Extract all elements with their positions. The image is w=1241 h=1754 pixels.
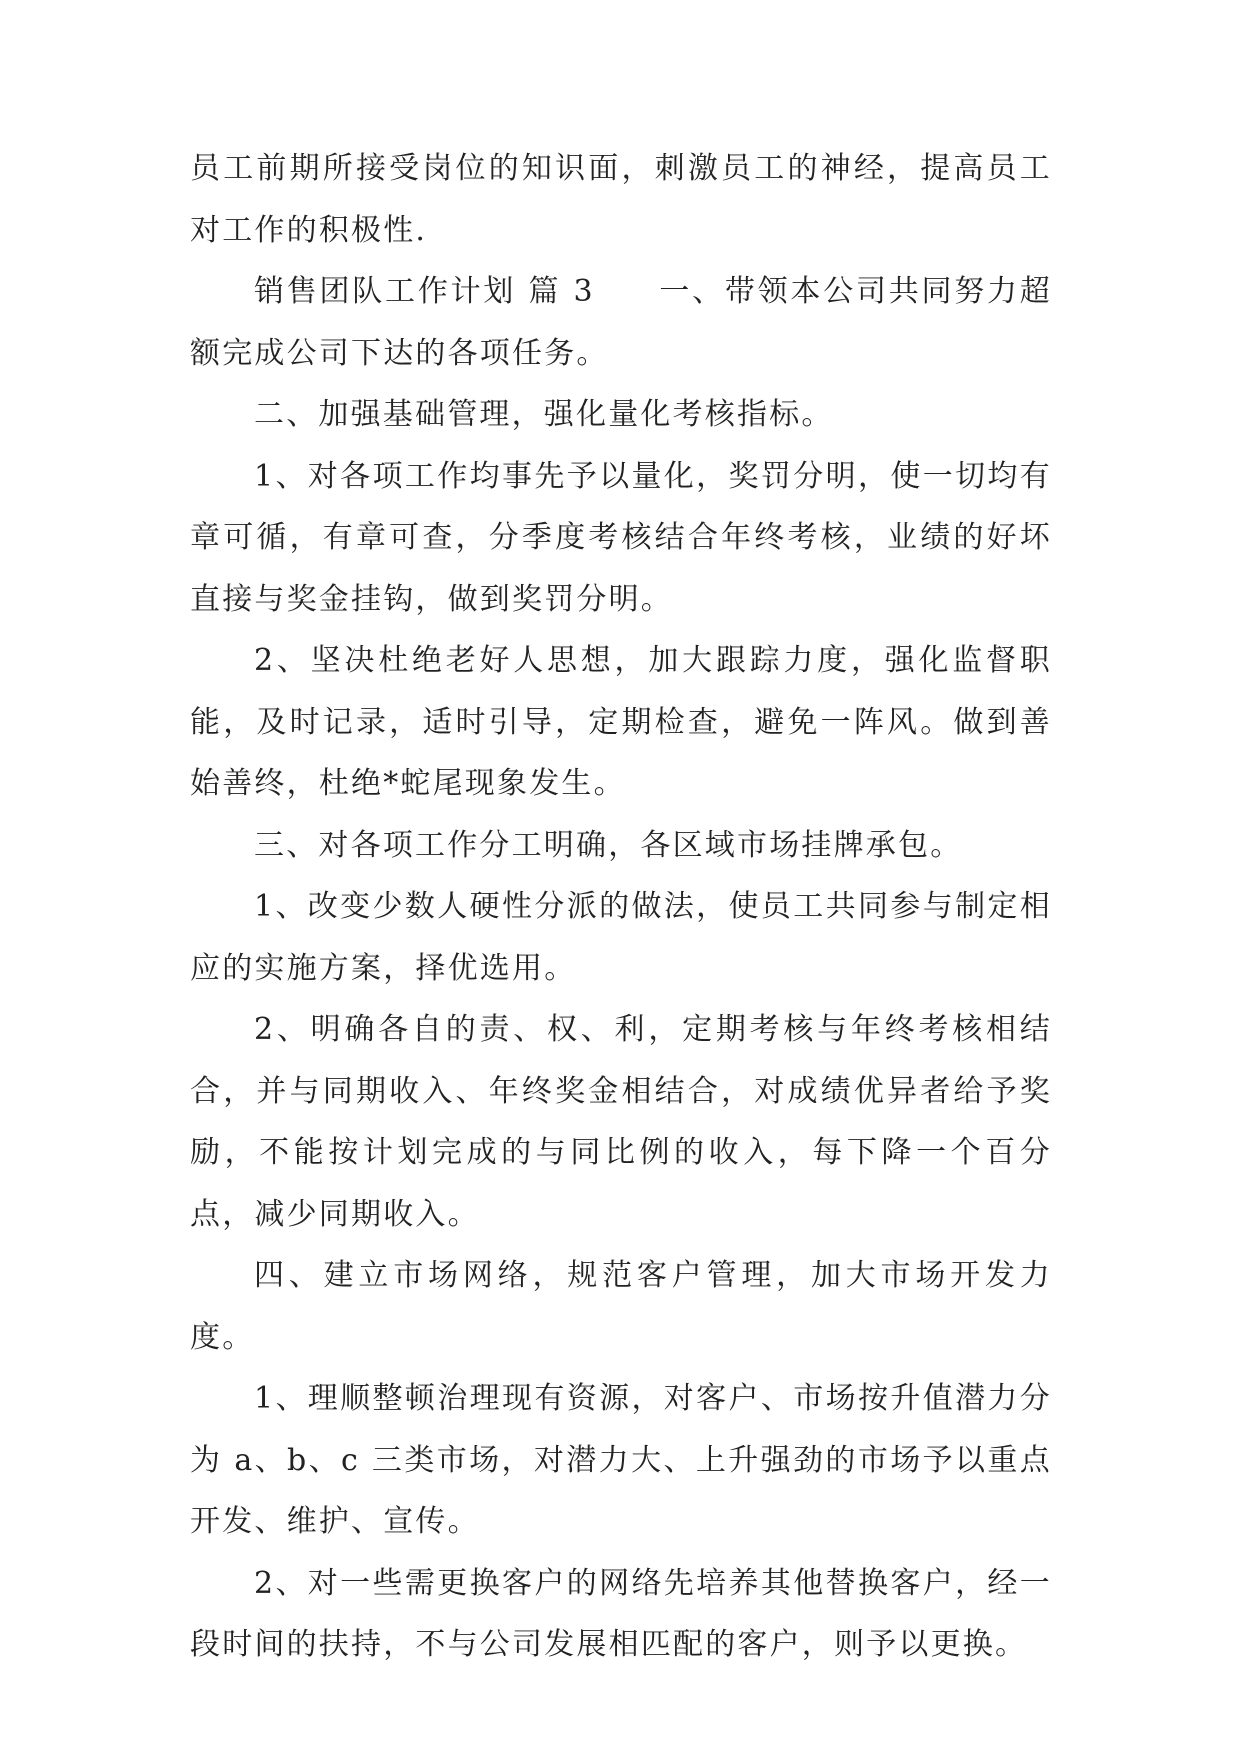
paragraph-item-3-2: 2、明确各自的责、权、利，定期考核与年终考核相结合，并与同期收入、年终奖金相结合，对成绩优异者给予奖励，不能按计划完成的与同比例的收入，每下降一个百分点，减少同期收入。 xyxy=(190,1012,1052,1232)
section-title: 销售团队工作计划 xyxy=(254,274,517,309)
paragraph-item-4-1: 1、理顺整顿治理现有资源，对客户、市场按升值潜力分为 a、b、c 三类市场，对潜力大、上升强劲的市场予以重点开发、维护、宣传。 xyxy=(190,1381,1052,1539)
section-number: 篇 3 xyxy=(528,274,595,309)
paragraph-intro: 员工前期所接受岗位的知识面，刺激员工的神经，提高员工对工作的积极性. xyxy=(190,151,1052,248)
paragraph-item-2: 二、加强基础管理，强化量化考核指标。 xyxy=(254,397,834,432)
paragraph-item-2-1: 1、对各项工作均事先予以量化，奖罚分明，使一切均有章可循，有章可查，分季度考核结合年终考核，业绩的好坏直接与奖金挂钩，做到奖罚分明。 xyxy=(190,458,1052,617)
paragraph-item-3: 三、对各项工作分工明确，各区域市场挂牌承包。 xyxy=(254,827,963,863)
paragraph-item-4-2: 2、对一些需更换客户的网络先培养其他替换客户，经一段时间的扶持，不与公司发展相匹配的客户，则予以更换。 xyxy=(190,1565,1052,1662)
section-heading-paragraph xyxy=(190,261,1052,384)
section-first-item: 一、带领本公司共同努力超额完成公司下达的各项任务。 xyxy=(190,274,1052,371)
paragraph-item-3-1: 1、改变少数人硬性分派的做法，使员工共同参与制定相应的实施方案，择优选用。 xyxy=(190,889,1052,986)
paragraph-item-2-2: 2、坚决杜绝老好人思想，加大跟踪力度，强化监督职能，及时记录，适时引导，定期检查，避免一阵风。做到善始善终，杜绝*蛇尾现象发生。 xyxy=(190,643,1052,801)
document-body xyxy=(190,138,1052,1676)
paragraph-item-4: 四、建立市场网络，规范客户管理，加大市场开发力度。 xyxy=(190,1258,1052,1355)
